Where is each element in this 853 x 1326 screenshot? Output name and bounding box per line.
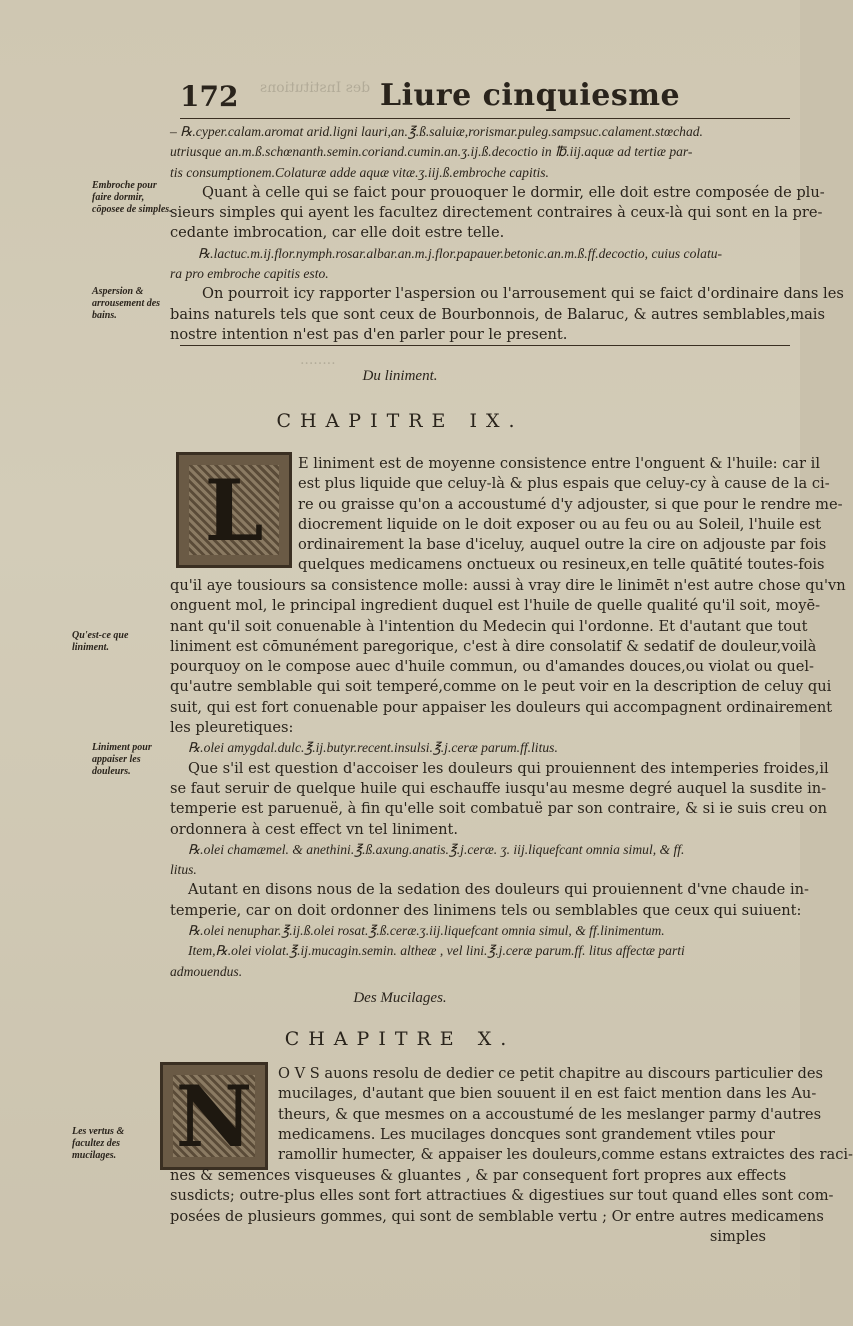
page-number: 172 [180,80,239,113]
text-line: On pourroit icy rapporter l'aspersion ou l'arrousement qui se faict d'ordinaire dans les [202,285,844,303]
margin-note: Aspersion & arrousement des bains. [92,286,161,321]
text-line: ordinairement la base d'iceluy, auquel outre la cire on adjouste par fois [298,536,827,554]
liniment-indented-text [298,454,843,576]
text-line: nostre intention n'est pas d'en parler pour le present. [170,325,568,343]
recipe-line: ℞.olei chamæmel. & anethini.℥.ß.axung.anatis.℥.j.ceræ. ʒ. iij.liquefcant omnia simul, & ff. [188,841,685,857]
text-line: qu'autre semblable qui soit temperé,comme on le peut voir en la description de celuy qui [170,678,832,696]
text-line: onguent mol, le principal ingredient duquel est l'huile de quelle qualité qu'il soit, moyē- [170,597,821,615]
text-line: temperie, car on doit ordonner des linimens tels ou semblables que ceux qui suiuent: [170,901,802,919]
text-line: theurs, & que mesmes on a accoustumé de les meslanger parmy d'autres [278,1105,822,1123]
text-line: les pleuretiques: [170,719,294,737]
recipe-line: ra pro embroche capitis esto. [170,266,329,282]
show-through-text: des Institutions [260,80,371,96]
text-line: mucilages, d'autant que bien souuent il en est faict mention dans les Au- [278,1085,817,1103]
chapter-title-ix: CHAPITRE IX. [276,410,524,432]
section-embroche [170,122,844,345]
text-line: se faut seruir de quelque huile qui eschauffe iusqu'au mesme degré auquel la susdite in- [170,779,827,797]
mucilages-indented-text [278,1064,853,1165]
text-line: est plus liquide que celuy-là & plus espais que celuy-cy à cause de la ci- [298,475,830,493]
liniment-text [170,576,846,982]
page-header [180,78,780,118]
chapter-title-x: CHAPITRE X. [284,1028,516,1050]
initial-letter: L [204,460,264,560]
margin-note: Les vertus & facultez des mucilages. [72,1126,125,1161]
recipe-line: utriusque an.m.ß.schœnanth.semin.coriand.cumin.an.ʒ.ij.ß.decoctio in ℔.iij.aquæ ad tertiæ par- [170,144,693,160]
text-line: qu'il aye tousiours sa consistence molle: aussi à vray dire le linimēt n'est autre chose qu'vn [170,577,846,594]
text-line: suit, qui est fort conuenable pour appaiser les douleurs qui accompagnent ordinairement [170,698,833,716]
text-line: pourquoy on le compose auec d'huile commun, ou d'amandes douces,ou violat ou quel- [170,658,814,676]
text-line: Quant à celle qui se faict pour prouoquer le dormir, elle doit estre composée de plu- [202,183,825,201]
text-line: E liniment est de moyenne consistence entre l'onguent & l'huile: car il [298,455,821,472]
show-through-text: ........ [300,352,336,368]
text-line: sieurs simples qui ayent les facultez directement contraires à ceux-là qui sont en la pre- [170,204,823,222]
header-rule [180,118,790,119]
text-line: posées de plusieurs gommes, qui sont de semblable vertu ; Or entre autres medicamens [170,1207,824,1225]
recipe-line: ℞.olei amygdal.dulc.℥.ij.butyr.recent.insulsi.℥.j.ceræ parum.ff.litus. [188,740,558,756]
catchword: simples [709,1227,766,1245]
recipe-line: – ℞.cyper.calam.aromat arid.ligni lauri,an.℥.ß.saluiæ,rorismar.puleg.sampsuc.calament.stœchad. [170,124,703,139]
subheading-mucilages: Des Mucilages. [353,990,447,1006]
text-line: cedante imbrocation, car elle doit estre telle. [170,224,505,242]
text-line: re ou graisse qu'on a accoustumé d'y adjouster, si que pour le rendre me- [298,495,843,513]
text-line: ramollir humecter, & appaiser les douleurs,comme estans extraictes des raci- [278,1146,853,1164]
text-line: Autant en disons nous de la sedation des douleurs qui prouiennent d'vne chaude in- [188,881,809,899]
mucilages-text [170,1166,834,1247]
margin-note: Embroche pour faire dormir, cōposee de simples. [92,180,172,215]
recipe-line: tis consumptionem.Colaturæ adde aquæ vitæ.ʒ.iij.ß.embroche capitis. [170,164,549,180]
text-line: quelques medicamens onctueux ou resineux,en telle quātité toutes-fois [298,556,825,574]
text-line: nes & semences visqueuses & gluantes , & par consequent fort propres aux effects [170,1167,787,1184]
section-rule [180,345,790,346]
text-line: bains naturels tels que sont ceux de Bourbonnois, de Balaruc, & autres semblables,mais [170,305,825,323]
text-line: ordonnera à cest effect vn tel liniment. [170,820,458,838]
recipe-line: ℞.lactuc.m.ij.flor.nymph.rosar.albar.an.m.j.flor.papauer.betonic.an.m.ß.ff.decoctio, cuius colatu- [198,245,723,261]
recipe-line: Item,℞.olei violat.℥.ij.mucagin.semin. altheæ , vel lini.℥.j.ceræ parum.ff. litus affectæ parti [188,943,685,959]
recipe-line: admouendus. [170,963,243,979]
text-line: temperie est paruenuë, à fin qu'elle soit combatuë par son contraire, & si ie suis creu on [170,800,828,818]
subheading-liniment: Du liniment. [362,368,438,384]
recipe-line: ℞.olei nenuphar.℥.ij.ß.olei rosat.℥.ß.ceræ.ʒ.iij.liquefcant omnia simul, & ff.linimentum. [188,923,665,939]
text-line: susdicts; outre-plus elles sont fort attractiues & digestiues sur tout quand elles sont com- [170,1187,834,1205]
margin-note: Qu'est-ce que liniment. [72,630,129,653]
text-line: diocrement liquide on le doit exposer ou au feu ou au Soleil, l'huile est [298,515,822,533]
recipe-line: litus. [170,862,197,878]
initial-letter: N [175,1066,253,1166]
text-line: nant qu'il soit conuenable à l'intention du Medecin qui l'ordonne. Et d'autant que tout [170,617,808,635]
running-title: Liure cinquiesme [380,78,681,113]
text-line: liniment est cōmunément paregorique, c'est à dire consolatif & sedatif de douleur,voilà [170,637,817,655]
text-line: medicamens. Les mucilages doncques sont grandement vtiles pour [278,1125,775,1143]
text-line: Que s'il est question d'accoiser les douleurs qui prouiennent des intemperies froides,il [188,759,829,777]
text-line: O V S auons resolu de dedier ce petit chapitre au discours particulier des [278,1065,824,1082]
decorated-initial-l [176,452,292,568]
margin-note: Liniment pour appaiser les douleurs. [92,742,152,777]
decorated-initial-n [160,1062,268,1170]
